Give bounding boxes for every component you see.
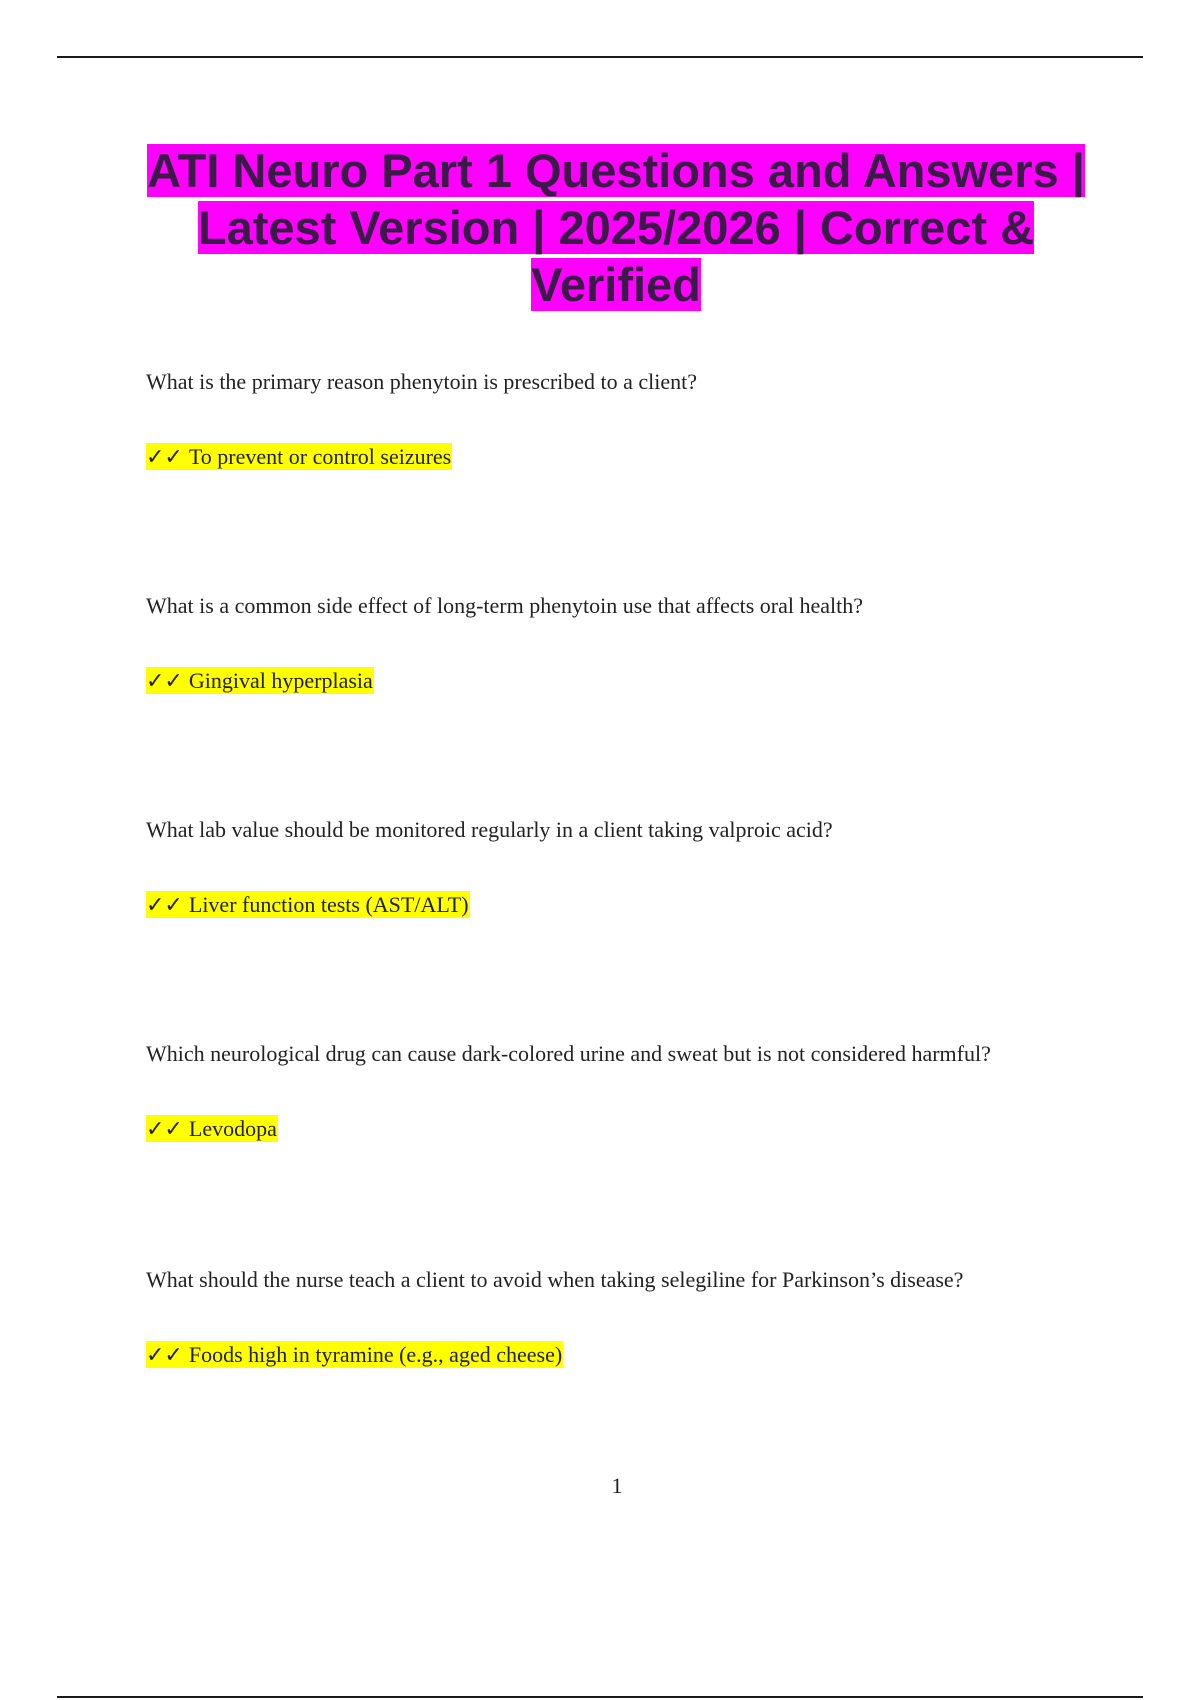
answer-text-2: Gingival hyperplasia <box>188 668 373 693</box>
answer-text-4: Levodopa <box>188 1116 277 1141</box>
top-rule <box>57 56 1143 58</box>
document-title <box>120 142 1112 313</box>
double-check-icon: ✓✓ <box>146 1343 183 1368</box>
answer-4 <box>146 1115 278 1144</box>
answer-3 <box>146 891 470 920</box>
double-check-icon: ✓✓ <box>146 893 183 918</box>
answer-highlight-2 <box>146 667 374 694</box>
question-4: Which neurological drug can cause dark-colored urine and sweat but is not considered harmful? <box>146 1041 991 1066</box>
question-2: What is a common side effect of long-term phenytoin use that affects oral health? <box>146 593 863 618</box>
question-3: What lab value should be monitored regularly in a client taking valproic acid? <box>146 817 833 842</box>
double-check-icon: ✓✓ <box>146 1117 183 1142</box>
answer-text-1: To prevent or control seizures <box>188 444 452 469</box>
answer-text-5: Foods high in tyramine (e.g., aged cheese) <box>188 1342 563 1367</box>
question-5: What should the nurse teach a client to avoid when taking selegiline for Parkinson’s disease? <box>146 1267 964 1292</box>
answer-5 <box>146 1341 563 1370</box>
answer-1 <box>146 443 452 472</box>
page-number: 1 <box>611 1473 623 1498</box>
bottom-rule <box>57 1696 1143 1698</box>
double-check-icon: ✓✓ <box>146 669 183 694</box>
answer-highlight-5 <box>146 1341 563 1368</box>
answer-text-3: Liver function tests (AST/ALT) <box>188 892 469 917</box>
answer-highlight-3 <box>146 891 470 918</box>
question-1: What is the primary reason phenytoin is prescribed to a client? <box>146 369 698 394</box>
title-text: ATI Neuro Part 1 Questions and Answers | Latest Version | 2025/2026 | Correct & Verified <box>147 144 1085 311</box>
answer-highlight-1 <box>146 443 452 470</box>
double-check-icon: ✓✓ <box>146 445 183 470</box>
answer-highlight-4 <box>146 1115 278 1142</box>
answer-2 <box>146 667 374 696</box>
